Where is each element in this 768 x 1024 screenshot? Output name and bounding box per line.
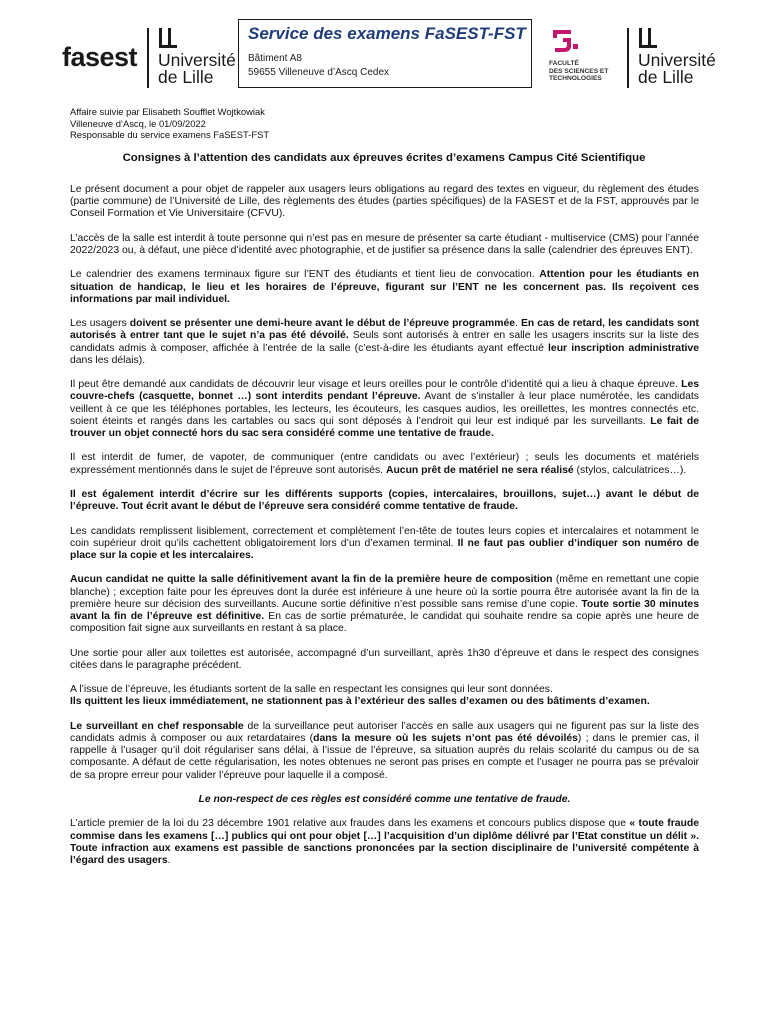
- body-paragraph: [70, 184, 699, 221]
- document-body: [70, 184, 699, 879]
- text: Le calendrier des examens terminaux figure sur l’ENT des étudiants et tient lieu de convocation.: [70, 269, 540, 281]
- text: Le non-respect de ces règles est considéré comme une tentative de fraude.: [198, 793, 571, 805]
- universite-de-lille-mark-icon: [158, 28, 184, 50]
- body-paragraph: [70, 452, 699, 476]
- bold-text: Aucun candidat ne quitte la salle définitivement avant la fin de la première heure de composition: [70, 574, 553, 586]
- text: ) ; dans le premier cas, il rappelle à l’usager qu’il doit régulariser sans délai, à l’issue de l’épreuve, sa situation auprès du relais scolarité du campus ou de sa composante. A défaut de cette régularisation, les notes obtenues ne seront pas prises en compte et l’usager ne pourra pas se prévaloir de sa propre erreur pour valider l’épreuve pour laquelle il a composé.: [70, 732, 699, 781]
- bold-text: En cas de retard, les candidats sont autorisés à entrer tant que le sujet n’a pas été dévoilé.: [70, 318, 699, 342]
- body-paragraph: [70, 379, 699, 440]
- bold-text: Toute sortie 30 minutes avant la fin de l’épreuve est définitive.: [70, 598, 699, 622]
- service-header-box: [238, 19, 532, 88]
- bold-text: Aucun prêt de matériel ne sera réalisé: [385, 464, 574, 476]
- service-title: Service des examens FaSEST-FST: [248, 24, 526, 43]
- body-paragraph: [70, 574, 699, 635]
- text: En cas de sortie prématurée, le candidat qui souhaite rendre sa copie après une heure de composition fait signe aux surveillants en restant à sa place.: [70, 610, 700, 635]
- text: (stylos, calculatrices…).: [573, 464, 687, 476]
- text: Il peut être demandé aux candidats de découvrir leur visage et leurs oreilles pour le contrôle d’identité qui a lieu à chaque épreuve.: [70, 379, 682, 391]
- body-paragraph: [70, 721, 699, 782]
- body-paragraph: [70, 318, 699, 367]
- bold-text: Ils quittent les lieux immédiatement, ne stationnent pas à l’extérieur des salles d’examen ou des bâtiments d’examen.: [70, 696, 650, 708]
- body-paragraph: [70, 684, 699, 708]
- address-line1: Bâtiment A8: [248, 53, 302, 64]
- fst-logo-mark-icon: [549, 28, 581, 54]
- bold-text: Attention pour les étudiants en situation de handicap, le lieu et les horaires de l’épreuve, figurant sur l’ENT ne les concernent pas. Ils reçoivent ces informations par mail individuel.: [70, 269, 699, 305]
- text: Les candidats remplissent lisiblement, correctement et complètement l’en-tête de toutes leurs copies et intercalaires et notamment le coin supérieur droit qu’ils cachettent obligatoirement lors d’un d’examen terminal.: [70, 525, 699, 549]
- text: L’article premier de la loi du 23 décembre 1901 relative aux fraudes dans les examens et concours publics dispose que: [70, 818, 630, 830]
- text: Le présent document a pour objet de rappeler aux usagers leurs obligations au regard des textes en vigueur, du règlement des études (partie commune) de l’Université de Lille, des règlements des études (parties spécifiques) de la FASEST et de la FST, approuvés par le Conseil Formation et Vie Universitaire (CFVU).: [70, 184, 699, 220]
- bold-text: dans la mesure où les sujets n’ont pas été dévoilés: [313, 732, 578, 744]
- body-paragraph: [70, 648, 699, 672]
- text: A l’issue de l’épreuve, les étudiants sortent de la salle en respectant les consignes qui leur sont données.: [70, 684, 553, 696]
- university-logo-line1: Université: [158, 50, 236, 70]
- bold-text: Il est également interdit d’écrire sur les différents supports (copies, intercalaires, brouillons, sujet…) avant le début de l’épreuve. Tout écrit avant le début de l’épreuve sera considéré comme tentative de fraude.: [70, 488, 699, 513]
- meta-followed-by: Affaire suivie par Elisabeth Soufflet Wojtkowiak: [70, 106, 265, 117]
- university-logo-line2: de Lille: [638, 67, 694, 87]
- text: Avant de s’installer à leur place numérotée, les candidats veillent à ce que les téléphones portables, les lecteurs, les écouteurs, les casques audios, les oreillettes, les montres connectés etc. soient éteints et rangés dans les cartables ou sacs qui sont déposés à l’endroit qui leur est indiqué par les surveillants.: [70, 391, 699, 427]
- bold-text: Le surveillant en chef responsable: [70, 720, 244, 732]
- body-paragraph: [70, 269, 699, 306]
- body-paragraph: [70, 526, 699, 563]
- university-logo-line1: Université: [638, 50, 716, 70]
- body-paragraph: [70, 233, 699, 257]
- document-meta: [70, 106, 269, 141]
- document-title: Consignes à l’attention des candidats aux épreuves écrites d’examens Campus Cité Scientifique: [122, 152, 646, 164]
- address-line2: 59655 Villeneuve d’Ascq Cedex: [248, 67, 390, 78]
- bold-text: Le fait de trouver un objet connecté hors du sac sera considéré comme une tentative de fraude.: [70, 415, 699, 439]
- logo-divider-right: [627, 28, 629, 88]
- text: .: [515, 318, 521, 330]
- text: Les usagers: [70, 318, 130, 330]
- text: Il est interdit de fumer, de vapoter, de communiquer (entre candidats ou avec l’extérieur) ; seuls les documents et matériels expressément mentionnés dans le sujet de l’épreuve sont autorisés.: [70, 452, 699, 476]
- logo-divider: [147, 28, 149, 88]
- meta-date: Villeneuve d’Ascq, le 01/09/2022: [70, 117, 206, 129]
- bold-text: leur inscription administrative: [548, 342, 699, 354]
- fst-logo-line3: TECHNOLOGIES: [549, 75, 602, 82]
- body-paragraph: [70, 794, 699, 806]
- text: Seuls sont autorisés à entrer en salle les usagers inscrits sur la liste des candidats admis à composer, affichée à l’entrée de la salle (c’est-à-dire les étudiants ayant effectué: [70, 330, 699, 354]
- fst-logo-text: [549, 60, 608, 83]
- text: de la surveillance peut autoriser l’accès en salle aux usagers qui ne figurent pas sur la liste des candidats admis à composer ou aux retardataires (: [70, 720, 699, 744]
- university-logo-line2: de Lille: [158, 67, 214, 87]
- body-paragraph: [70, 489, 699, 513]
- bold-text: Les couvre-chefs (casquette, bonnet …) sont interdits pendant l’épreuve.: [70, 379, 699, 403]
- text: dans les délais).: [70, 354, 146, 366]
- text: .: [167, 854, 171, 866]
- body-paragraph: [70, 818, 699, 867]
- fst-logo-line2: DES SCIENCES ET: [549, 67, 609, 75]
- fst-logo-line1: FACULTÉ: [549, 60, 579, 67]
- fasest-logo: fasest: [62, 42, 138, 72]
- bold-text: « toute fraude commise dans les examens […] publics qui ont pour objet […] l’acquisition d’un diplôme délivré par l’Etat constitue un délit ». Toute infraction aux examens est passible de sanctions prononcées par la section disciplinaire de l’université compétente à l’égard des usagers: [70, 818, 699, 866]
- text: (même en remettant une copie blanche) ; exception faite pour les épreuves dont la durée est inférieure à une heure où la sortie pourra être autorisée avant la fin de la première heure sur décision des surveillants. Aucune sortie définitive n’est possible sans remise d’une copie.: [70, 574, 699, 610]
- bold-text: doivent se présenter une demi-heure avant le début de l’épreuve programmée: [129, 318, 516, 330]
- meta-responsible: Responsable du service examens FaSEST-FST: [70, 129, 270, 140]
- text: L’accès de la salle est interdit à toute personne qui n’est pas en mesure de présenter sa carte étudiant - multiservice (CMS) pour l’année 2022/2023 ou, à défaut, une pièce d’identité avec photographie, et de justifier sa présence dans la salle (calendrier des épreuves ENT).: [70, 232, 699, 256]
- bold-text: Il ne faut pas oublier d’indiquer son numéro de place sur la copie et les intercalaires.: [70, 537, 699, 561]
- text: Une sortie pour aller aux toilettes est autorisée, accompagné d’un surveillant, après 1h30 d’épreuve et dans le respect des consignes citées dans le paragraphe précédent.: [70, 647, 699, 671]
- universite-de-lille-mark-icon: [638, 28, 664, 50]
